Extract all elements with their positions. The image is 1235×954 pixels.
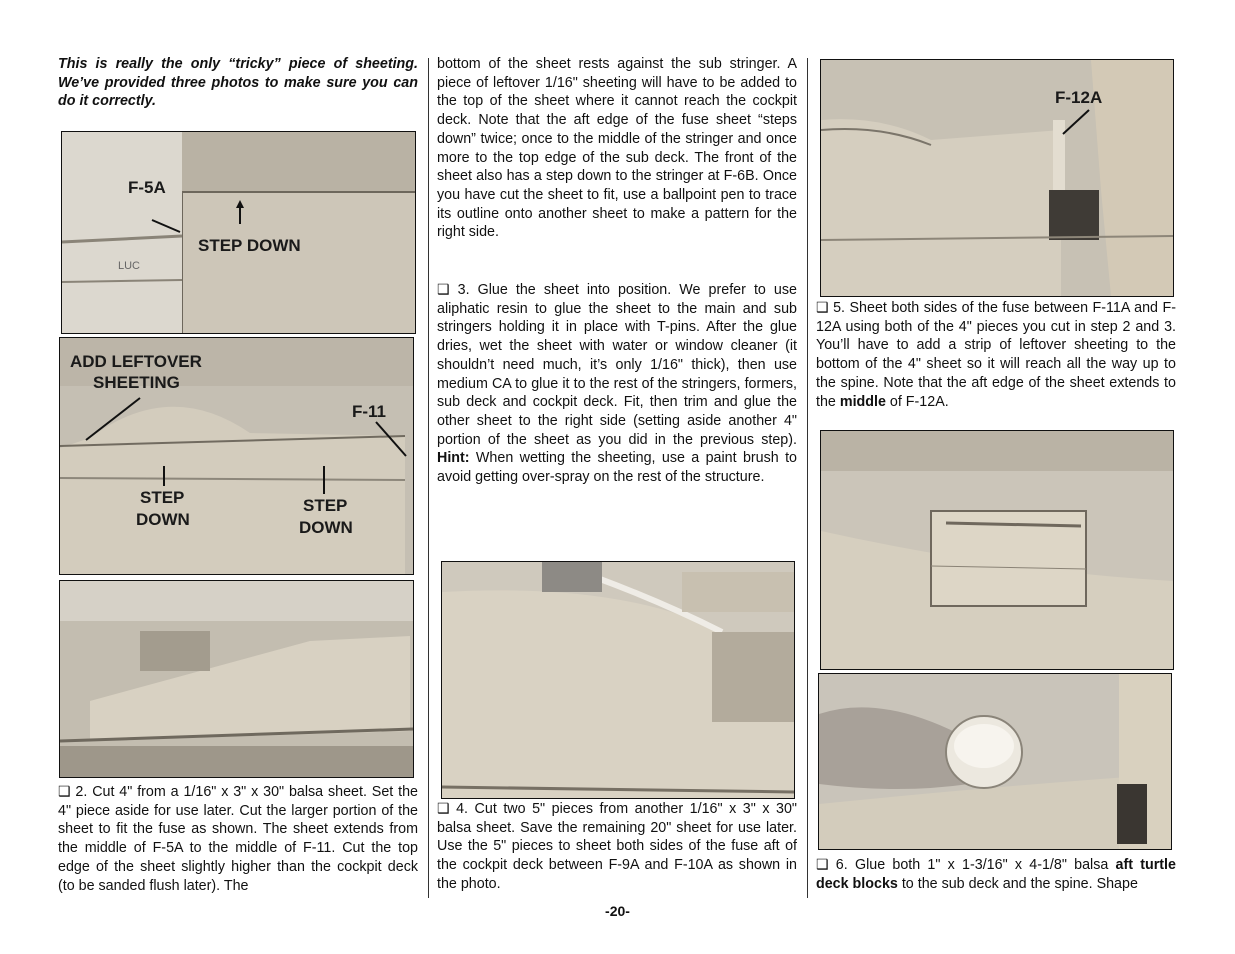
intro-paragraph: This is really the only “tricky” piece of sheeting. We’ve provided three photos to make sure you can do it correctly. [58, 56, 418, 110]
checkbox-step-4[interactable]: ❑ [437, 800, 450, 816]
step-6-text [816, 855, 1176, 893]
step-3-body-start: 3. Glue the sheet into position. We prefer to use aliphatic resin to glue the sheet to the main and sub stringers holding it in place with T-pins. After the glue dries, wet the sheet with water or window cleaner (it shouldn’t need much, it’s only 1/16" thick), then use medium CA to glue it to the rest of the stringers, formers, sub deck and cockpit deck. Fit, then trim and glue the other sheet to the right side (setting aside another 4" portion of the sheet as you did in the previous step). [437, 282, 797, 448]
checkbox-step-5[interactable]: ❑ [816, 299, 829, 315]
hint-label: Hint: [437, 450, 470, 467]
photo-turtle-deck-block [820, 430, 1174, 670]
step-2-text [58, 782, 418, 895]
label-luc: LUC [118, 260, 141, 272]
step-3-text [437, 280, 797, 487]
step-6-body-end: to the sub deck and the spine. Shape [897, 875, 1138, 892]
step-5-bold: middle [839, 393, 886, 410]
label-sheeting: SHEETING [93, 373, 180, 392]
label-step-down: STEP DOWN [198, 236, 301, 255]
label-add-leftover: ADD LEFTOVER [70, 352, 202, 371]
step-6-bold: aft turtle deck blocks [816, 857, 1176, 892]
label-down-2: DOWN [299, 518, 353, 537]
step-2-body: 2. Cut 4" from a 1/16" x 3" x 30" balsa sheet. Set the 4" piece aside for use later. Cut the larger portion of the sheet to fit the fuse as shown. The sheet extends from the middle of F-5A to the middle of F-11. Cut the top edge of the sheet slightly higher than the cockpit deck (to be sanded flush later). The [58, 784, 418, 894]
checkbox-step-2[interactable]: ❑ [58, 783, 71, 799]
photo-5-drawing [821, 60, 1173, 296]
photo-sanding-block [818, 673, 1172, 850]
label-f5a: F-5A [128, 178, 166, 197]
photo-7-drawing [819, 674, 1171, 849]
photo-6-drawing [821, 431, 1173, 669]
column-divider-right [807, 58, 808, 898]
step-5-body-end: of F-12A. [885, 393, 949, 410]
label-step-1: STEP [140, 488, 185, 507]
label-f12a: F-12A [1055, 88, 1103, 107]
label-down-1: DOWN [136, 510, 190, 529]
photo-add-leftover-sheeting [59, 337, 414, 575]
step-5-body-start: 5. Sheet both sides of the fuse between F-11A and F-12A using both of the 4" pieces you cut in step 2 and 3. You’ll have to add a strip of leftover sheeting to the bottom of the 4" sheet so it will reach all the way up to the spine. Note that the aft edge of the sheet extends to the [816, 300, 1176, 410]
photo-3-drawing [60, 581, 413, 777]
step-5-text [816, 298, 1176, 411]
step-4-text [437, 799, 797, 894]
column-2-continuation: bottom of the sheet rests against the sub stringer. A piece of leftover 1/16" sheeting will have to be added to the top of the sheet where it cannot reach the cockpit deck. Note that the aft edge of the fuse sheet “steps down” twice; once to the middle of the stringer and once more to the top edge of the sub deck. The front of the sheet also has a step down to the stringer at F-6B. Once you have cut the sheet to fit, use a ballpoint pen to trace its outline onto another sheet to make a pattern for the right side. [437, 56, 797, 241]
checkbox-step-6[interactable]: ❑ [816, 856, 829, 872]
label-step-2: STEP [303, 496, 348, 515]
photo-step-down-f5a [61, 131, 416, 334]
photo-fuse-side-sheeted [59, 580, 414, 778]
label-f11: F-11 [352, 402, 387, 421]
step-3-body-end: When wetting the sheeting, use a paint brush to avoid getting over-spray on the rest of the structure. [437, 450, 797, 486]
photo-f12a-sheeting [820, 59, 1174, 297]
photo-4-drawing [442, 562, 794, 798]
photo-1-drawing [62, 132, 415, 333]
step-6-body-start: 6. Glue both 1" x 1-3/16" x 4-1/8" balsa [835, 857, 1116, 873]
column-divider-left [428, 58, 429, 898]
checkbox-step-3[interactable]: ❑ [437, 281, 450, 297]
step-4-body: 4. Cut two 5" pieces from another 1/16" x 3" x 30" balsa sheet. Save the remaining 20" sheet for use later. Use the 5" pieces to sheet both sides of the fuse aft of the cockpit deck between F-9A and F-10A as shown in the photo. [437, 801, 797, 892]
page-number: -20- [605, 903, 630, 919]
photo-cockpit-sheeting [441, 561, 795, 799]
